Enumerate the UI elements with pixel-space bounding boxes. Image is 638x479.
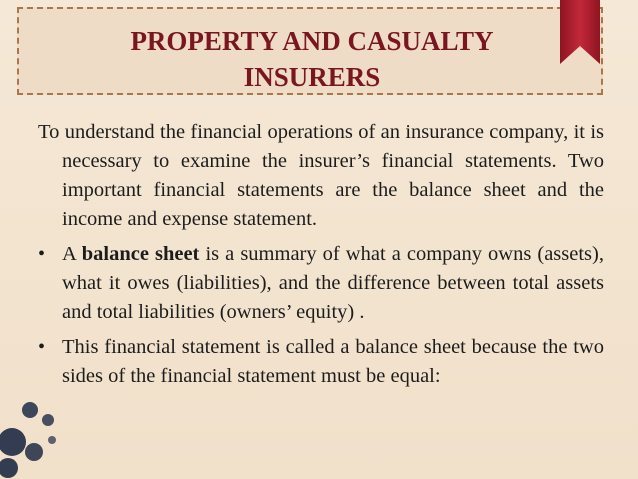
slide-title <box>19 23 605 95</box>
bullet-text-before: A <box>62 243 82 265</box>
bullet-text-after: is a summary of what a company owns (assets), what it owes (liabilities), and the difference between total assets and total liabilities (owners’ equity) . <box>62 243 604 323</box>
title-line-2: INSURERS <box>243 62 381 92</box>
bullet-balance-sheet <box>38 240 604 327</box>
bullet-text: This financial statement is called a balance sheet because the two sides of the financial statement must be equal: <box>62 336 604 387</box>
bullet-financial-statement <box>38 333 604 391</box>
bullet-bold-term: balance sheet <box>81 243 200 265</box>
bullet-dot-icon: • <box>38 243 46 265</box>
title-box <box>17 7 603 95</box>
title-line-1: PROPERTY AND CASUALTY <box>130 26 494 56</box>
intro-paragraph: To understand the financial operations of an insurance company, it is necessary to examine the insurer’s financial statements. Two important financial statements are the balance sheet and the income and expense statement. <box>38 121 604 230</box>
bullet-dot-icon: • <box>38 336 46 358</box>
body-text <box>38 118 604 391</box>
ink-splatter-icon <box>0 380 80 479</box>
bookmark-ribbon-icon <box>560 0 600 64</box>
